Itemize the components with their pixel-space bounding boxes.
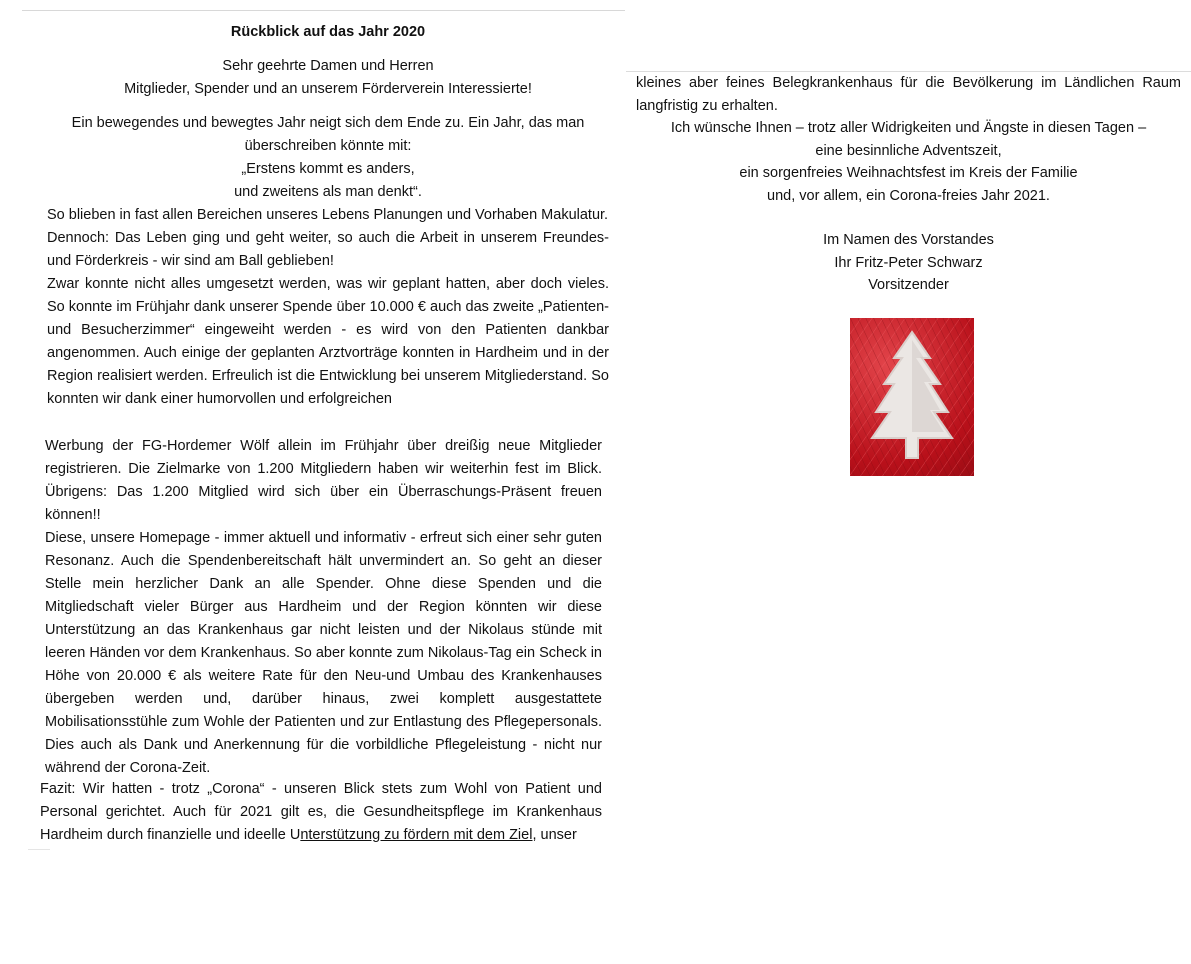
signature-line: Im Namen des Vorstandes [823, 232, 994, 248]
fazit-underlined-text: nterstützung zu fördern mit dem Ziel, [300, 827, 537, 843]
right-page-column [626, 72, 1191, 297]
christmas-tree-icon [850, 318, 974, 476]
continuation-paragraph: kleines aber feines Belegkrankenhaus für die Bevölkerung im Ländlichen Raum langfristig zu erhalten. [636, 75, 1181, 114]
wishes [626, 117, 1191, 207]
page-edge-fragment [28, 849, 50, 850]
wishes-line: und, vor allem, ein Corona-freies Jahr 2021. [767, 187, 1050, 204]
signature [626, 229, 1191, 297]
intro-line: Ein bewegendes und bewegtes Jahr neigt sich dem Ende zu. Ein Jahr, das man [71, 115, 585, 131]
intro-line: überschreiben könnte mit: [244, 138, 412, 154]
fazit-text-end: unser [536, 827, 577, 843]
page-title: Rückblick auf das Jahr 2020 [230, 24, 426, 40]
greeting-line: Mitglieder, Spender und an unserem Förderverein Interessierte! [124, 81, 532, 97]
paragraph: Zwar konnte nicht alles umgesetzt werden, was wir geplant hatten, aber doch vieles. So konnte im Frühjahr dank unserer Spende über 10.000 € auch das zweite „Patienten- und Besucherzimmer“ eingeweiht werden - es wird von den Patienten dankbar angenommen. Auch einige der geplanten Arztvorträge konnten in Hardheim und in der Region realisiert werden. Erfreulich ist die Entwicklung bei unserem Mitgliederstand. So konnten wir dank einer humorvollen und erfolgreichen [47, 276, 609, 407]
greeting-line: Sehr geehrte Damen und Herren [222, 58, 434, 74]
paragraph: Dennoch: Das Leben ging und geht weiter, so auch die Arbeit in unserem Freundes- und Förderkreis - wir sind am Ball geblieben! [47, 230, 609, 269]
intro-quote-line: und zweitens als man denkt“. [234, 184, 422, 200]
wishes-line: eine besinnliche Adventszeit, [815, 142, 1002, 159]
intro [22, 112, 634, 204]
fazit-paragraph [40, 778, 602, 847]
body-section-1 [47, 204, 609, 411]
signature-name: Ihr Fritz-Peter Schwarz [834, 254, 983, 271]
paragraph: Diese, unsere Homepage - immer aktuell und informativ - erfreut sich einer sehr guten Resonanz. Auch die Spendenbereitschaft hält unvermindert an. So geht an dieser Stelle mein herzlicher Dank an alle Spender. Ohne diese Spenden und die Mitgliedschaft vieler Bürger aus Hardheim und der Region könnten wir diese Unterstützung an das Krankenhaus gar nicht leisten und der Nikolaus stünde mit leeren Händen vor dem Krankenhaus. So aber konnte zum Nikolaus-Tag ein Scheck in Höhe von 20.000 € als weitere Rate für den Neu-und Umbau des Krankenhauses übergeben werden und, darüber hinaus, zwei komplett ausgestattete Mobilisationsstühle zum Wohle der Patienten und zur Entlastung des Pflegepersonals. Dies auch als Dank und Anerkennung für die vorbildliche Pflegeleistung - nicht nur während der Corona-Zeit. [45, 530, 602, 776]
wishes-line: ein sorgenfreies Weihnachtsfest im Kreis der Familie [739, 165, 1078, 181]
wishes-line: Ich wünsche Ihnen – trotz aller Widrigkeiten und Ängste in diesen Tagen – [670, 120, 1147, 136]
signature-role: Vorsitzender [868, 277, 949, 293]
intro-quote-line: „Erstens kommt es anders, [241, 161, 415, 177]
paragraph: Werbung der FG-Hordemer Wölf allein im Frühjahr über dreißig neue Mitglieder registrieren. Die Zielmarke von 1.200 Mitgliedern haben wir weiterhin fest im Blick. Übrigens: Das 1.200 Mitglied wird sich über ein Überraschungs-Präsent freuen können!! [45, 438, 602, 523]
christmas-image [850, 318, 974, 476]
greeting [22, 55, 634, 101]
paragraph: So blieben in fast allen Bereichen unseres Lebens Planungen und Vorhaben Makulatur. [47, 207, 609, 223]
body-section-2 [45, 435, 602, 780]
fazit-text: Fazit: Wir hatten - trotz „Corona“ - unseren Blick stets zum Wohl von Patient und Personal gerichtet. Auch für 2021 gilt es, die Gesundheitspflege im Krankenhaus Hardheim durch finanzielle und ideelle U [40, 781, 602, 843]
